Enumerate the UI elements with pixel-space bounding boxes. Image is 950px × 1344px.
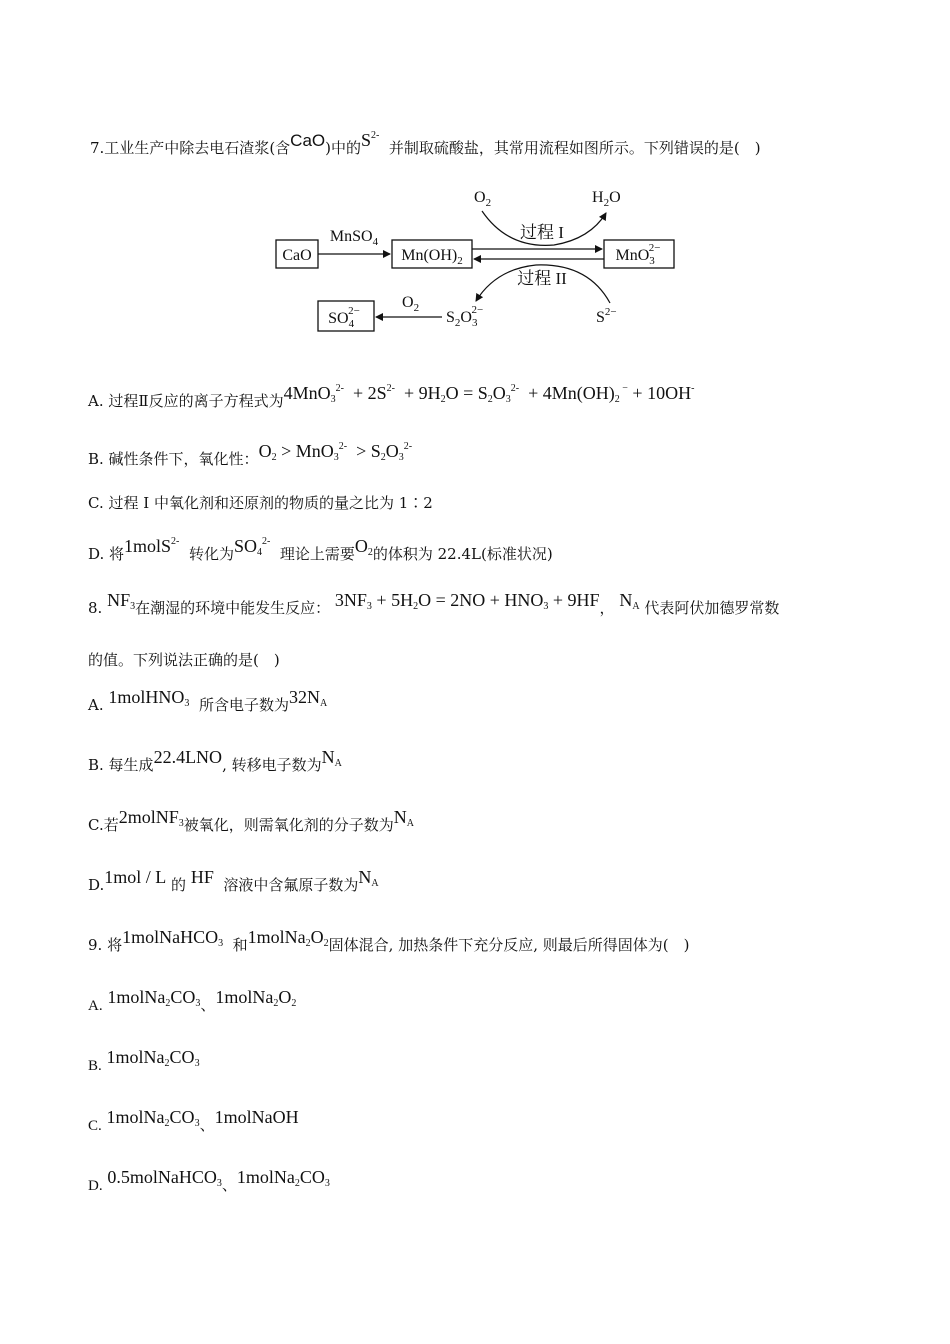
mnso4-label: MnSO$_4$ — [329, 228, 379, 248]
equation-a: $4MnO_3^{2-} + 2S^{2-} + 9H_2O = S_2O_3^{2-} + 4Mn(OH)_2$ − + 10OH- — [283, 383, 695, 405]
cao-box-label: CaO — [282, 247, 312, 264]
process1-label: 过程 I — [520, 223, 564, 242]
q9-stem: 9. 将1molNaHCO$_3$ 和$1molNa_2O_2$固体混合, 加热条件下充分反应, 则最后所得固体为( ) — [88, 927, 690, 954]
q7-option-a: A. 过程Ⅱ反应的离子方程式为$4MnO_3^{2-} + 2S^{2-} + 9H_2O = S_2O_3^{2-} + 4Mn(OH)_2$ − + 10OH- — [88, 383, 695, 410]
q7-option-c: C. 过程 I 中氧化剂和还原剂的物质的量之比为 1∶2 — [88, 494, 433, 512]
q8-option-d: D.1mol / L 的 HF 溶液中含氟原子数为$N_A$ — [88, 867, 379, 894]
o2-top-label: $O_2$ — [474, 189, 492, 209]
q9-option-d: D. 0.5molNaHCO$_3$、$1molNa_2CO_3$ — [88, 1167, 330, 1194]
q7-stem: 7.工业生产中除去电石渣浆(含CaO)中的$S^{2-}$ 并制取硫酸盐，其常用流程如图所示。下列错误的是( ) — [90, 130, 761, 157]
q9-option-c: C. $1molNa_2CO_3$、1molNaOH — [88, 1107, 299, 1134]
q8-option-b: B. 每生成22.4LNO, 转移电子数为$N_A$ — [88, 747, 342, 774]
o2-bottom-label: $O_2$ — [402, 294, 420, 314]
s2-bottom-label: $S^{2-}$ — [596, 306, 617, 326]
q7-option-d: D. 将1molS$^{2-}$ 转化为$SO_4^{2-}$ 理论上需要$O_2$的体积为 22.4L(标准状况) — [88, 536, 553, 563]
equation-q8: $3NF_3 + 5H_2O = 2NO + HNO_3 + 9HF$ — [334, 590, 600, 612]
h2o-label: $H_2O$ — [592, 189, 621, 209]
cao-formula: CaO — [290, 131, 326, 150]
q9-option-a: A. $1molNa_2CO_3$、$1molNa_2O_2$ — [88, 987, 297, 1014]
s2o3-label: $S_2O_32-$ — [446, 304, 484, 329]
mnoh2-box-label: $Mn(OH)_2$ — [401, 247, 463, 267]
q9-option-b: B. $1molNa_2CO_3$ — [88, 1047, 200, 1074]
q8-stem-line2: 的值。下列说法正确的是( ) — [88, 651, 280, 669]
mno3-box-label: MnO$_3$2− — [615, 242, 661, 267]
q8-option-a: A. 1molHNO$_3$ 所含电子数为$32N_A$ — [88, 687, 328, 714]
flow-diagram — [272, 183, 692, 343]
process2-label: 过程 II — [517, 269, 567, 288]
q8-option-c: C.若2molNF$_3$被氧化，则需氧化剂的分子数为$N_A$ — [88, 807, 414, 834]
oxidizing-order: $O_2 > MnO_3^{2-} > S_2O_3^{2-}$ — [258, 441, 413, 463]
q7-option-b: B. 碱性条件下，氧化性：$O_2 > MnO_3^{2-} > S_2O_3^{2-}$ — [88, 441, 413, 468]
q8-stem-line1: 8. $NF_3$在潮湿的环境中能发生反应： $3NF_3 + 5H_2O = 2NO + HNO_3 + 9HF$， $N_A$ 代表阿伏加德罗常数 — [88, 590, 780, 617]
so4-box-label: $SO_42-$ — [328, 305, 360, 330]
sulfide-ion: $S^{2-}$ — [361, 130, 380, 150]
